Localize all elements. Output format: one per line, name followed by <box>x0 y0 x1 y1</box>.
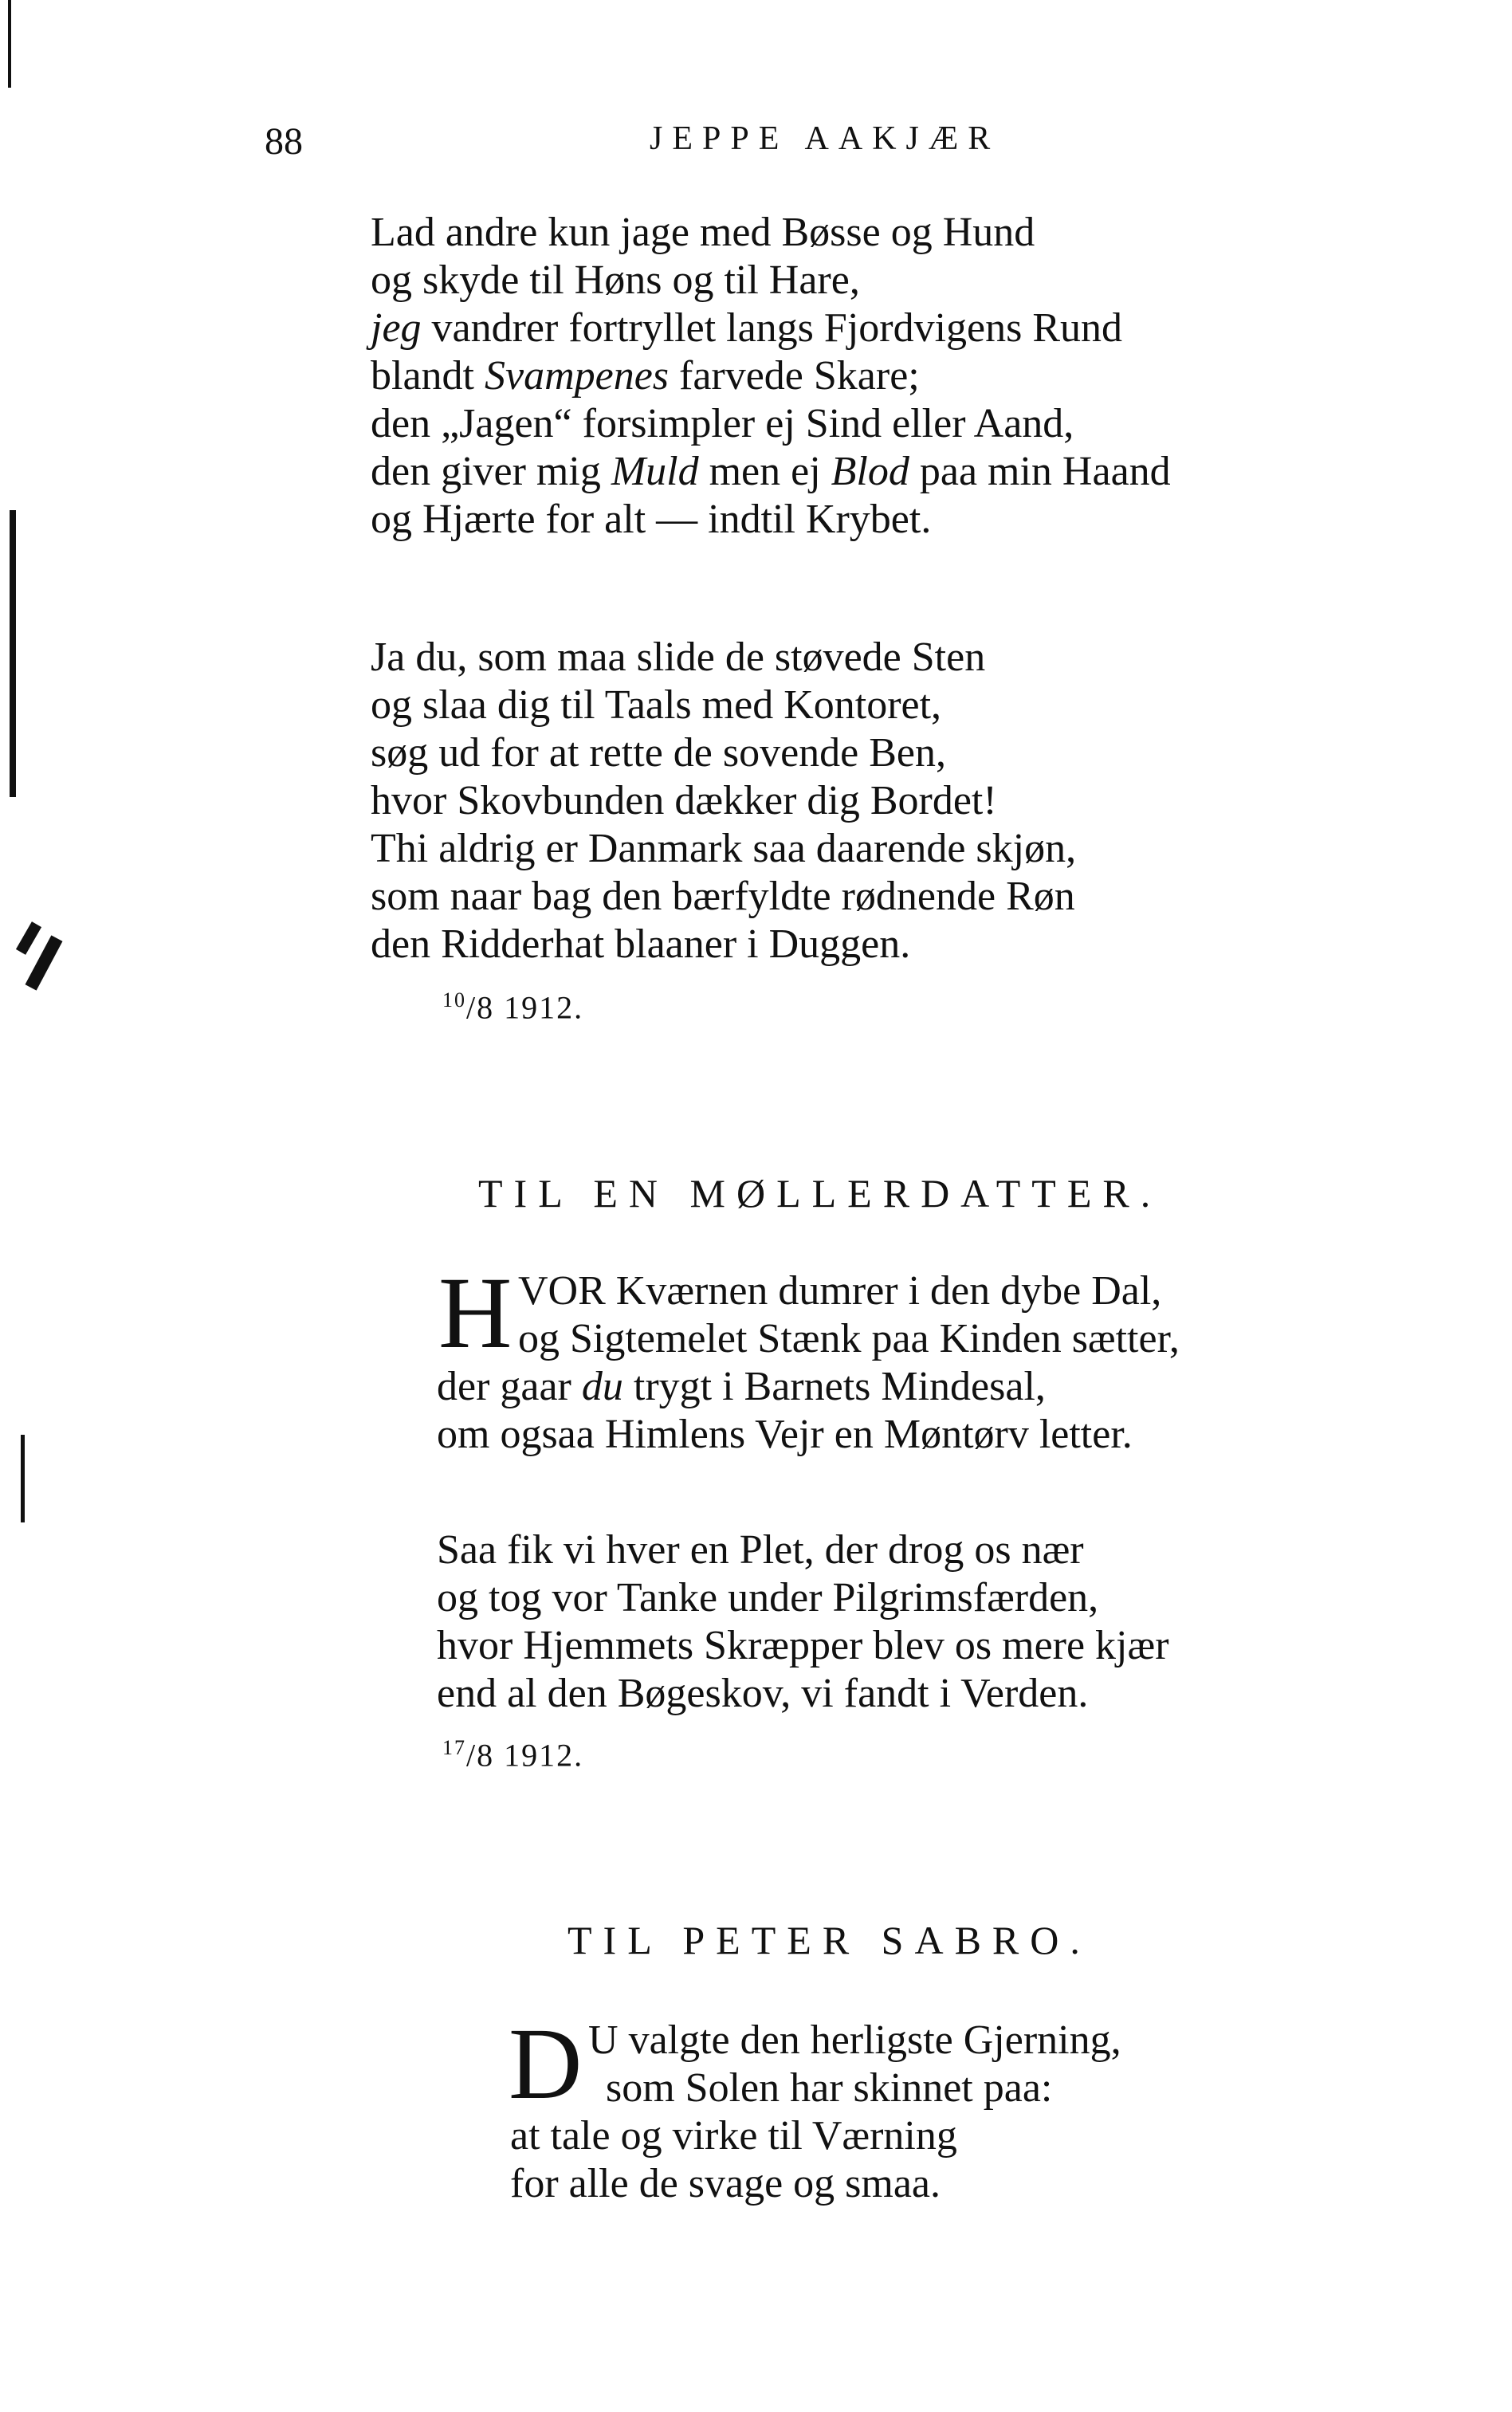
running-title: JEPPE AAKJÆR <box>650 120 1000 157</box>
poem-title: TIL EN MØLLERDATTER. <box>478 1171 1162 1216</box>
poem-line: Thi aldrig er Danmark saa daarende skjøn, <box>371 826 1077 871</box>
scan-edge-mark <box>21 1435 25 1522</box>
page-number: 88 <box>265 120 303 163</box>
poem-line: der gaar du trygt i Barnets Mindesal, <box>437 1364 1046 1409</box>
poem-line: den giver mig Muld men ej Blod paa min Haand <box>371 449 1171 494</box>
poem-line: og Sigtemelet Stænk paa Kinden sætter, <box>518 1316 1180 1361</box>
poem-title: TIL PETER SABRO. <box>567 1918 1091 1962</box>
poem-line: og skyde til Høns og til Hare, <box>371 257 860 303</box>
poem-line: den Ridderhat blaaner i Duggen. <box>371 921 911 967</box>
poem-line: søg ud for at rette de sovende Ben, <box>371 730 947 776</box>
scan-edge-mark <box>8 0 11 88</box>
poem-line: end al den Bøgeskov, vi fandt i Verden. <box>437 1671 1089 1716</box>
poem-line: Ja du, som maa slide de støvede Sten <box>371 634 986 680</box>
scan-edge-mark <box>16 921 41 955</box>
poem-line: blandt Svampenes farvede Skare; <box>371 353 920 399</box>
poem-line: som naar bag den bærfyldte rødnende Røn <box>371 874 1075 919</box>
scan-edge-mark <box>10 510 16 797</box>
poem-line: for alle de svage og smaa. <box>510 2161 941 2206</box>
poem-date: $^{17}$/8 1912. <box>442 1736 584 1774</box>
poem-line: at tale og virke til Værning <box>510 2113 957 2159</box>
poem-line: og tog vor Tanke under Pilgrimsfærden, <box>437 1575 1099 1620</box>
poem-line: og Hjærte for alt — indtil Krybet. <box>371 497 932 542</box>
poem-line: jeg vandrer fortryllet langs Fjordvigens Rund <box>371 305 1123 351</box>
poem-line: og slaa dig til Taals med Kontoret, <box>371 682 942 728</box>
poem-date: $^{10}$/8 1912. <box>442 988 584 1026</box>
poem-line: Saa fik vi hver en Plet, der drog os nær <box>437 1527 1084 1573</box>
poem-line: U valgte den herligste Gjerning, <box>588 2017 1121 2063</box>
poem-line: den „Jagen“ forsimpler ej Sind eller Aand, <box>371 401 1074 446</box>
poem-line: som Solen har skinnet paa: <box>606 2065 1053 2111</box>
poem-line: Lad andre kun jage med Bøsse og Hund <box>371 210 1035 255</box>
drop-cap: D <box>509 2007 583 2120</box>
poem-line: hvor Hjemmets Skræpper blev os mere kjær <box>437 1623 1169 1668</box>
poem-line: VOR Kværnen dumrer i den dybe Dal, <box>518 1268 1162 1314</box>
poem-line: hvor Skovbunden dækker dig Bordet! <box>371 778 997 823</box>
drop-cap: H <box>438 1256 513 1369</box>
poem-line: om ogsaa Himlens Vejr en Møntørv letter. <box>437 1412 1133 1457</box>
